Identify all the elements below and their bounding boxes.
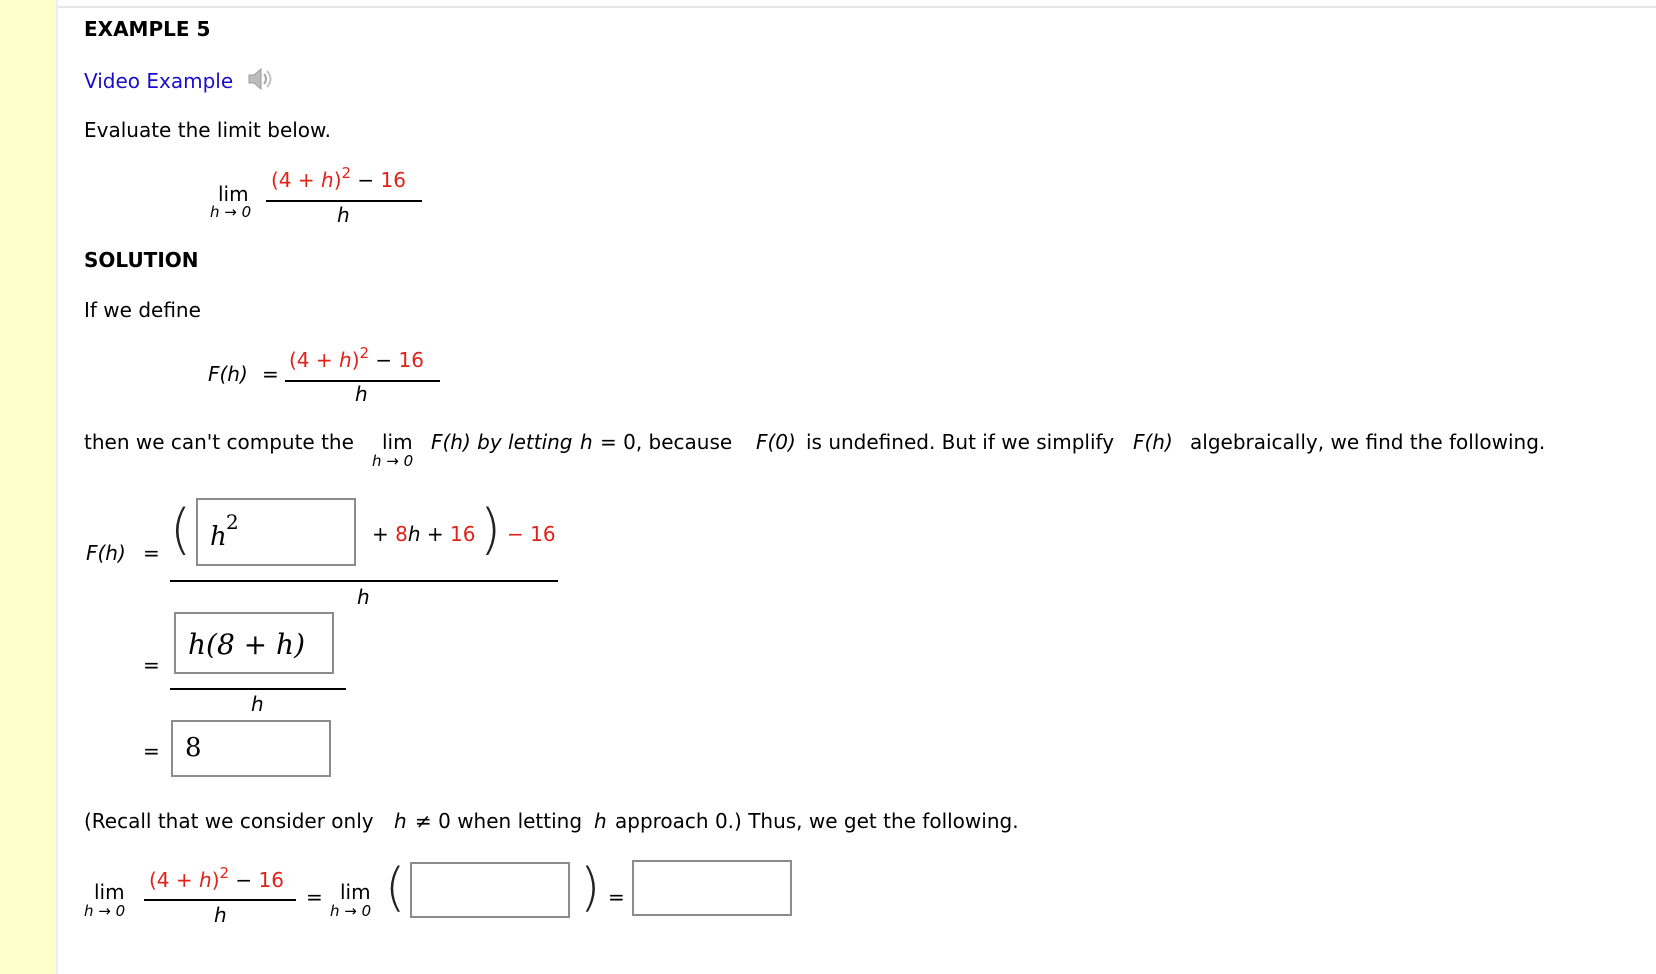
fraction-bar [170, 580, 558, 582]
recall-h: h [394, 809, 407, 833]
inline-lim-subscript: h → 0 [372, 452, 414, 470]
denominator: h [357, 585, 370, 609]
left-paren: ( [170, 498, 192, 561]
sentence-part: algebraically, we find the following. [1190, 430, 1546, 454]
equals-sign: = [608, 885, 625, 909]
fraction-bar [266, 200, 422, 202]
lim-subscript: h → 0 [84, 902, 126, 920]
lim-label: lim [94, 880, 125, 904]
right-paren: ) [480, 498, 502, 561]
lim-subscript: h → 0 [330, 902, 372, 920]
left-sidebar [0, 0, 58, 974]
video-example-link[interactable]: Video Example [84, 69, 234, 93]
answer-box-1[interactable] [196, 498, 356, 566]
sentence-part: then we can't compute the [84, 430, 354, 454]
equals-sign: = [306, 885, 323, 909]
right-paren: ) [580, 858, 601, 918]
answer-box-3-value: 8 [185, 733, 202, 763]
sentence-h: h [580, 430, 593, 454]
recall-part: approach 0.) Thus, we get the following. [615, 809, 1019, 833]
answer-box-2-value: h(8 + h) [188, 628, 305, 661]
denominator: h [355, 382, 368, 406]
fraction-bar [170, 688, 346, 690]
recall-h: h [594, 809, 607, 833]
fraction-bar [144, 899, 296, 901]
equals-sign: = [143, 739, 160, 763]
answer-box-5[interactable] [632, 860, 792, 916]
top-divider [58, 0, 1656, 8]
denominator: h [337, 203, 350, 227]
lim-label: lim [340, 880, 371, 904]
answer-box-2[interactable] [174, 612, 334, 674]
example-heading: EXAMPLE 5 [84, 17, 211, 41]
minus-sixteen: − 16 [507, 522, 556, 546]
numerator: $(4 + h)^2 - 16$ [271, 164, 406, 192]
answer-box-4[interactable] [410, 862, 570, 918]
answer-box-3[interactable] [171, 720, 331, 777]
equals-sign: = [143, 653, 160, 677]
left-paren: ( [385, 858, 406, 918]
solution-heading: SOLUTION [84, 248, 199, 272]
sentence-part: = 0, because [600, 430, 733, 454]
inline-lim-label: lim [382, 430, 413, 454]
sentence-part: F(h) [1133, 430, 1173, 454]
answer-box-1-value: h [210, 522, 227, 552]
recall-part: (Recall that we consider only [84, 809, 374, 833]
expansion-terms: + 8h + 16 [372, 522, 476, 546]
define-text: If we define [84, 298, 201, 322]
denominator: h [251, 692, 264, 716]
prompt-text: Evaluate the limit below. [84, 118, 331, 142]
answer-box-1-exponent: 2 [226, 510, 239, 534]
lim-subscript: h → 0 [210, 203, 252, 221]
sentence-part: is undefined. But if we simplify [806, 430, 1115, 454]
numerator: $(4 + h)^2 - 16$ [149, 864, 284, 892]
sentence-part: F(0) [756, 430, 796, 454]
lim-label: lim [218, 182, 249, 206]
recall-part: ≠ 0 when letting [415, 809, 583, 833]
numerator: $(4 + h)^2 - 16$ [289, 344, 424, 372]
sentence-part: F(h) by letting [431, 430, 573, 454]
equals-sign: = [262, 362, 279, 386]
F-of-h-label: F(h) [86, 541, 126, 565]
denominator: h [214, 903, 227, 927]
speaker-icon[interactable] [246, 66, 276, 97]
equals-sign: = [143, 541, 160, 565]
video-example-row[interactable] [84, 66, 276, 97]
F-of-h-label: F(h) [208, 362, 248, 386]
